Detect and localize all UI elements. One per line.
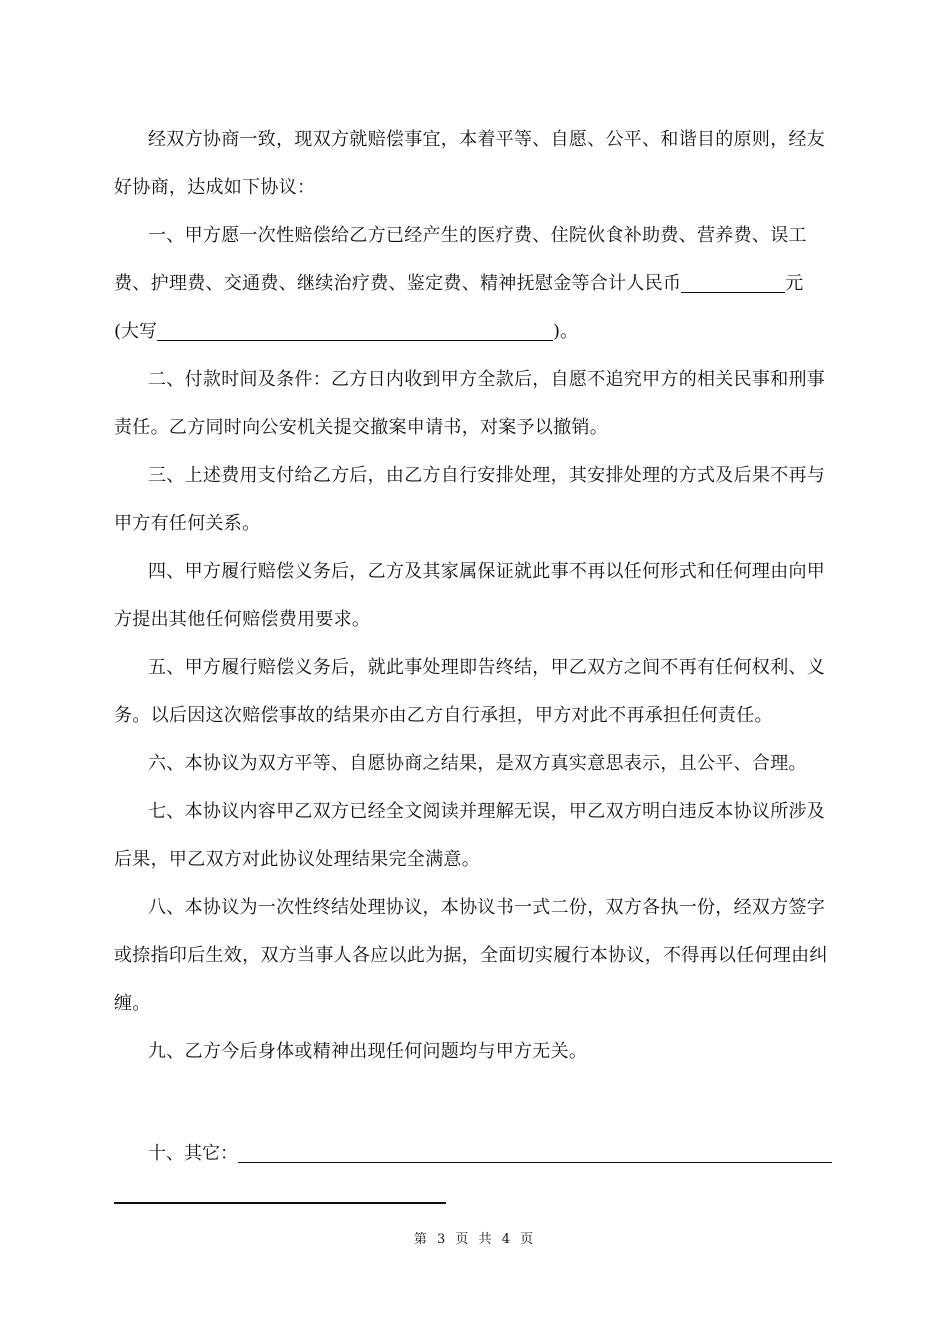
footnote-divider bbox=[114, 1202, 446, 1204]
clause-1-unit: 元 bbox=[785, 273, 804, 294]
clause-3-text: 三、上述费用支付给乙方后，由乙方自行安排处理，其安排处理的方式及后果不再与甲方有任何关系。 bbox=[114, 465, 826, 534]
clause-6 bbox=[114, 740, 836, 788]
clause-8-text: 八、本协议为一次性终结处理协议，本协议书一式二份，双方各执一份，经双方签字或捺指印后生效，双方当事人各应以此为据，全面切实履行本协议，不得再以任何理由纠缠。 bbox=[114, 897, 828, 1014]
page-number: 第 3 页 共 4 页 bbox=[413, 1232, 537, 1247]
intro-paragraph bbox=[114, 116, 836, 212]
clause-5-text: 五、甲方履行赔偿义务后，就此事处理即告终结，甲乙双方之间不再有任何权利、义务。以后因这次赔偿事故的结果亦由乙方自行承担，甲方对此不再承担任何责任。 bbox=[114, 657, 826, 726]
clause-1-close: )。 bbox=[553, 321, 579, 342]
clause-1-text: 一、甲方愿一次性赔偿给乙方已经产生的医疗费、住院伙食补助费、营养费、误工费、护理费、交通费、继续治疗费、鉴定费、精神抚慰金等合计人民币 bbox=[114, 225, 807, 294]
clause-9-text: 九、乙方今后身体或精神出现任何问题均与甲方无关。 bbox=[148, 1041, 588, 1062]
clause-2-text: 二、付款时间及条件：乙方日内收到甲方全款后，自愿不追究甲方的相关民事和刑事责任。乙方同时向公安机关提交撤案申请书，对案予以撤销。 bbox=[114, 369, 826, 438]
clause-4-text: 四、甲方履行赔偿义务后，乙方及其家属保证就此事不再以任何形式和任何理由向甲方提出其他任何赔偿费用要求。 bbox=[114, 561, 826, 630]
other-blank bbox=[238, 1142, 832, 1163]
amount-blank bbox=[681, 272, 785, 293]
clause-10-text: 十、其它： bbox=[148, 1143, 238, 1164]
clause-10 bbox=[114, 1130, 836, 1178]
clause-2 bbox=[114, 356, 836, 452]
clause-1-uppercase-line bbox=[114, 308, 836, 356]
clause-8 bbox=[114, 884, 836, 1028]
uppercase-amount-blank bbox=[157, 320, 553, 341]
clause-6-text: 六、本协议为双方平等、自愿协商之结果，是双方真实意思表示，且公平、合理。 bbox=[148, 753, 807, 774]
intro-text: 经双方协商一致，现双方就赔偿事宜，本着平等、自愿、公平、和谐目的原则，经友好协商，达成如下协议： bbox=[114, 129, 826, 198]
page-footer bbox=[0, 1228, 950, 1247]
clause-7 bbox=[114, 788, 836, 884]
clause-4 bbox=[114, 548, 836, 644]
clause-1-open: (大写 bbox=[114, 321, 158, 342]
clause-1 bbox=[114, 212, 836, 308]
clause-5 bbox=[114, 644, 836, 740]
clause-7-text: 七、本协议内容甲乙双方已经全文阅读并理解无误，甲乙双方明白违反本协议所涉及后果，甲乙双方对此协议处理结果完全满意。 bbox=[114, 801, 826, 870]
clause-3 bbox=[114, 452, 836, 548]
clause-9 bbox=[114, 1028, 836, 1076]
